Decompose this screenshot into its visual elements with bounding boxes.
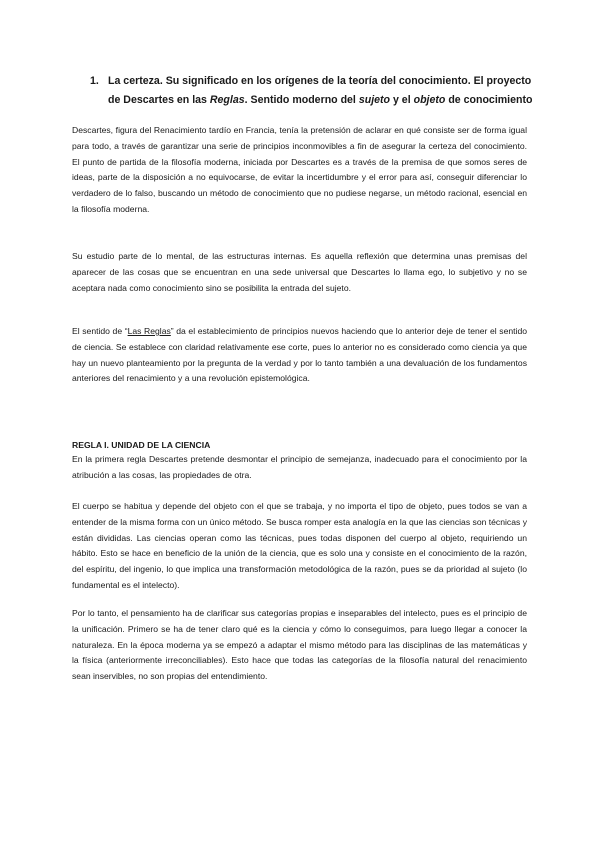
heading-reglas: Reglas — [209, 94, 245, 106]
heading-part3: y el — [390, 94, 414, 106]
regla-heading: REGLA I. UNIDAD DE LA CIENCIA — [72, 440, 211, 450]
paragraph-regla-intro: En la primera regla Descartes pretende desmontar el principio de semejanza, inadecuado para el conocimiento por la atribución a las cosas, las propiedades de otra. — [72, 454, 527, 480]
heading-part2: . Sentido moderno del — [244, 94, 359, 106]
paragraph-intro: Descartes, figura del Renacimiento tardío en Francia, tenía la pretensión de aclarar en qué consiste ser de forma igual para todo, a través de garantizar una serie de principios inconmovibles a fin de asegurar la certeza del conocimiento. El punto de partida de la filosofía moderna, iniciada por Descartes es a través de la premisa de que somos seres de ideas, parte de la disposición a no equivocarse, de evitar la incertidumbre y el error para así, conseguir diferenciar lo verdadero de lo falso, buscando un método de conocimiento que no pudiese negarse, un método racional, esencial en la filosofía moderna. — [72, 125, 527, 214]
heading-objeto: objeto — [413, 94, 446, 106]
heading-part4: de conocimiento — [445, 94, 533, 106]
paragraph-sentido-pre: El sentido de “ — [72, 326, 128, 336]
paragraph-sentido-post: ” da el establecimiento de principios nuevos haciendo que lo anterior deje de tener el sentido de ciencia. Se establece con claridad relativamente ese corte, pues lo anterior no es considerado como ciencia ya que hay un nuevo planteamiento por la pregunta de la verdad y por lo tanto también a una devaluación de los fundamentos anteriores del renacimiento y a una revolución epistemológica. — [72, 326, 528, 384]
paragraph-sentido — [72, 324, 527, 387]
heading-sujeto: sujeto — [358, 94, 391, 106]
paragraph-pensamiento: Por lo tanto, el pensamiento ha de clarificar sus categorías propias e inseparables del intelecto, pues es el principio de la unificación. Primero se ha de tener claro qué es la ciencia y cómo lo conseguimos, para luego llegar a conocer la naturaleza. En la época moderna ya se empezó a adaptar el mismo método para las disciplinas de las matemáticas y la física (anteriormente irreconciliables). Esto hace que todas las categorías de la filosofía natural del renacimiento sean inservibles, no son propias del entendimiento. — [72, 608, 527, 682]
heading-text — [108, 72, 540, 110]
paragraph-cuerpo: El cuerpo se habitua y depende del objeto con el que se trabaja, y no importa el tipo de objeto, pues todos se van a entender de la misma forma con un único método. Se busca romper esta analogía en la que las ciencias son técnicas y están divididas. Las ciencias operan como las técnicas, pues todas disponen del cuerpo al objeto, requiriendo un hábito. Esto se hace en beneficio de la unión de la ciencia, que es solo una y consiste en el conocimiento de la razón, del espíritu, del ingenio, lo que implica una transformación metodológica de la razón, pues se da prioridad al sujeto (lo fundamental es el intelecto). — [72, 501, 527, 590]
heading-number: 1. — [90, 75, 99, 87]
las-reglas-link[interactable]: Las Reglas — [127, 326, 171, 336]
heading-part1: La certeza. Su significado en los orígenes de la teoría del conocimiento. El proyecto de Descartes en las — [108, 75, 532, 106]
paragraph-estudio: Su estudio parte de lo mental, de las estructuras internas. Es aquella reflexión que determina unas premisas del aparecer de las cosas que se encuentran en una sede universal que Descartes lo llama ego, lo subjetivo y no se aceptara nada como conocimiento sino se posibilita la entrada del sujeto. — [72, 251, 527, 293]
section-heading — [90, 72, 540, 110]
